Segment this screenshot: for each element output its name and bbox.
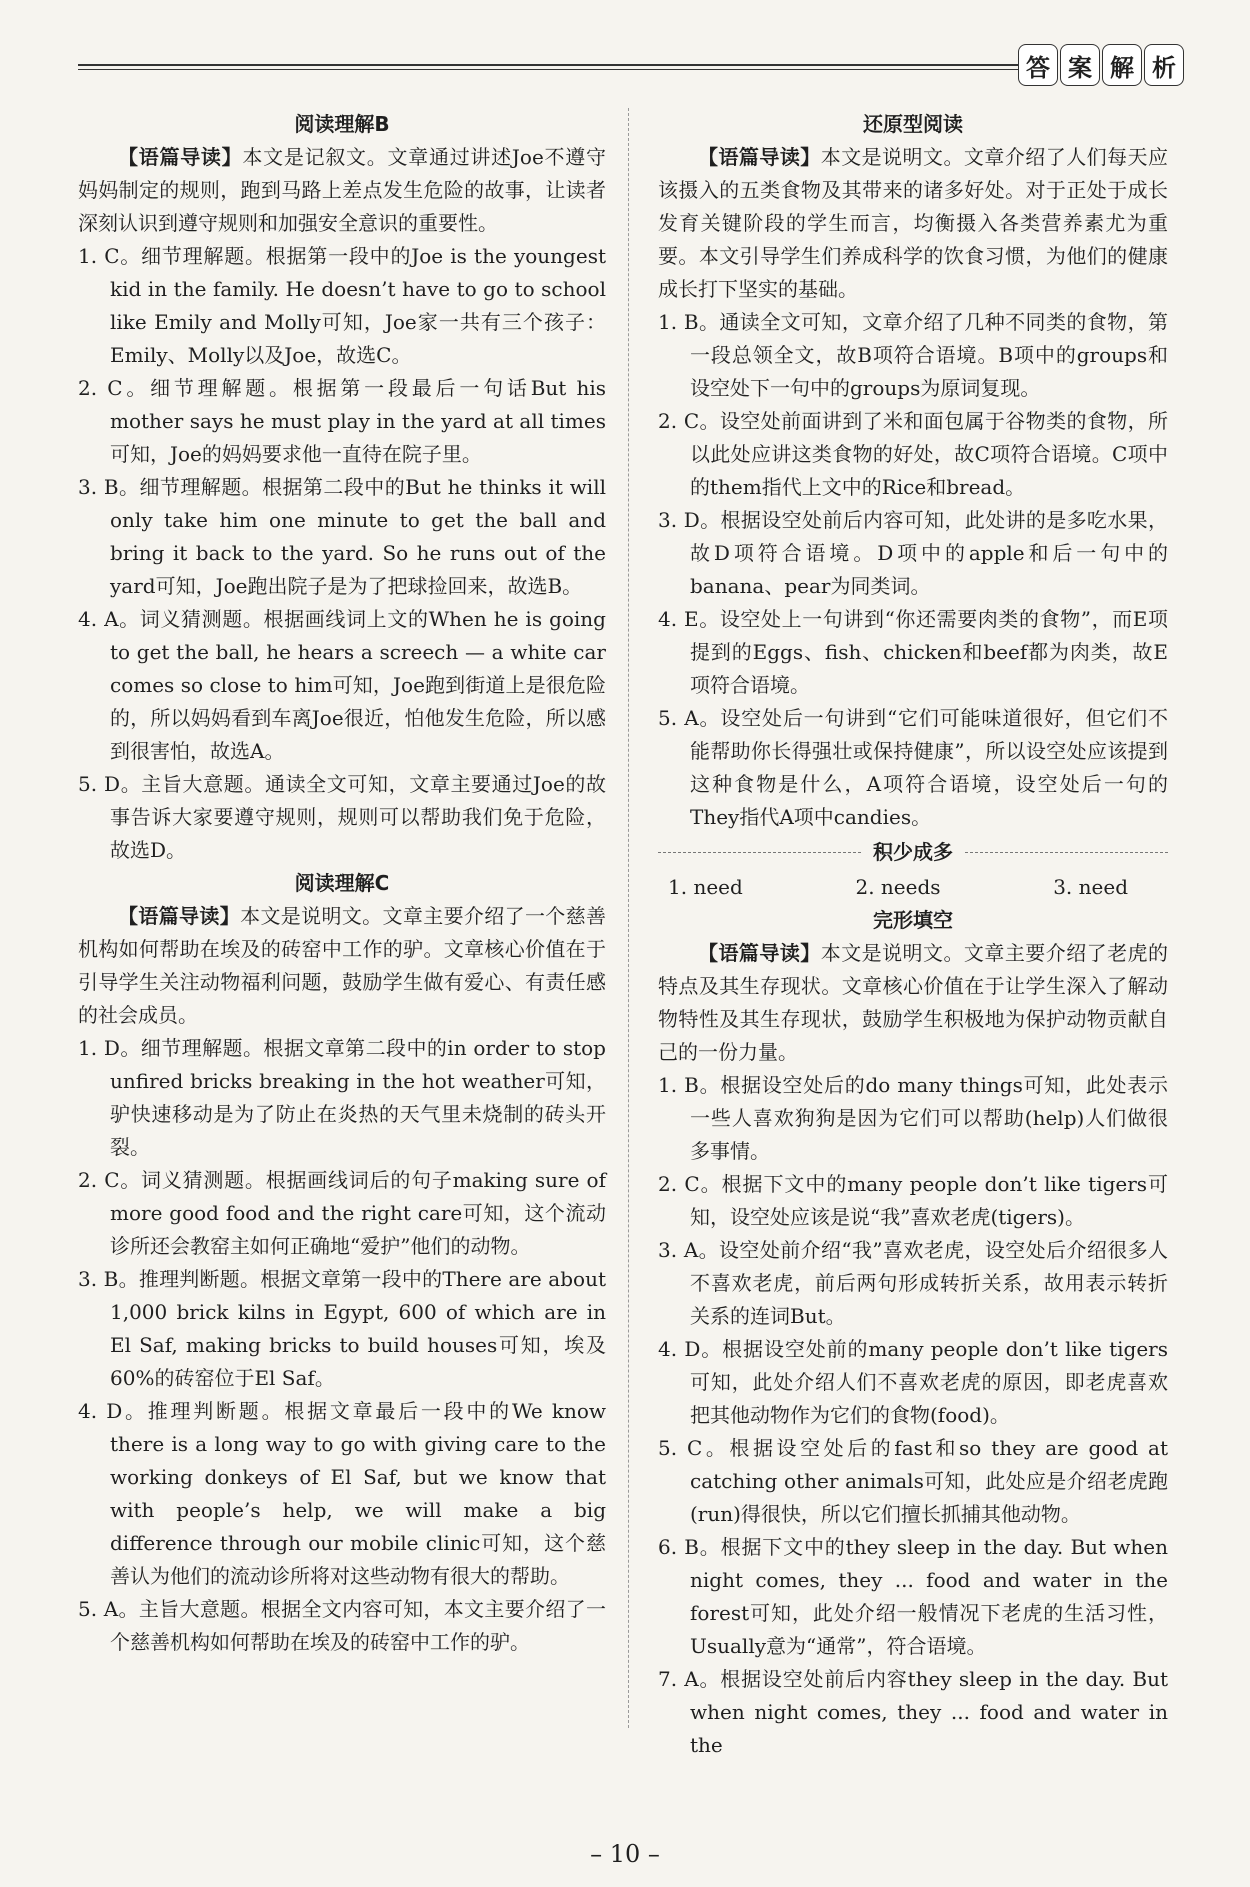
answer-item: 3. B。细节理解题。根据第二段中的But he thinks it will only take him one minute to get the ball and bring it back to the yard. So he runs out of the yard可知，Joe跑出院子是为了把球捡回来，故选B。 [78, 475, 606, 598]
right-column [658, 108, 1168, 1762]
answer-item: 4. D。推理判断题。根据文章最后一段中的We know there is a long way to go with giving care to the working donkeys of El Saf, but we know that with people’s help, we will make a big difference through our mobile clinic可知，这个慈善认为他们的流动诊所将对这些动物有很大的帮助。 [78, 1399, 606, 1588]
left-column [78, 108, 606, 1659]
answer-item: 4. D。根据设空处前的many people don’t like tigers可知，此处介绍人们不喜欢老虎的原因，即老虎喜欢把其他动物作为它们的食物(food)。 [658, 1337, 1168, 1427]
answer-item: 2. needs [855, 875, 941, 899]
answer-item: 7. A。根据设空处前后内容they sleep in the day. But when night comes, they ... food and water in the [658, 1667, 1168, 1757]
section-title: 阅读理解B [294, 112, 390, 136]
answer-item: 1. need [668, 875, 743, 899]
answer-item: 3. B。推理判断题。根据文章第一段中的There are about 1,000 brick kilns in Egypt, 600 of which are in El Saf, making bricks to build houses可知，埃及60%的砖窑位于El Saf。 [78, 1267, 606, 1390]
section-title: 阅读理解C [294, 871, 390, 895]
passage-guide [78, 141, 606, 240]
page-number: – 10 – [590, 1840, 660, 1868]
column-divider [628, 108, 629, 1728]
header-badge: 案 [1060, 44, 1100, 86]
answer-item: 4. A。词义猜测题。根据画线词上文的When he is going to get the ball, he hears a screech — a white car comes so close to him可知，Joe跑到街道上是很危险的，所以妈妈看到车离Joe很近，怕他发生危险，所以感到很害怕，故选A。 [78, 607, 606, 763]
guide-text: 本文是说明文。文章主要介绍了一个慈善机构如何帮助在埃及的砖窑中工作的驴。文章核心价值在于引导学生关注动物福利问题，鼓励学生做有爱心、有责任感的社会成员。 [78, 904, 607, 1027]
answer-item: 5. A。设空处后一句讲到“它们可能味道很好，但它们不能帮助你长得强壮或保持健康”，所以设空处应该提到这种食物是什么，A项符合语境，设空处后一句的They指代A项中candies。 [658, 706, 1168, 829]
answer-item: 2. C。词义猜测题。根据画线词后的句子making sure of more good food and the right care可知，这个流动诊所还会教窑主如何正确地“爱护”他们的动物。 [78, 1168, 606, 1258]
section-title: 完形填空 [873, 908, 953, 932]
answer-item: 2. C。设空处前面讲到了米和面包属于谷物类的食物，所以此处应讲这类食物的好处，故C项符合语境。C项中的them指代上文中的Rice和bread。 [658, 409, 1168, 499]
section-divider [658, 836, 1168, 869]
answer-item: 1. B。根据设空处后的do many things可知，此处表示一些人喜欢狗狗是因为它们可以帮助(help)人们做很多事情。 [658, 1073, 1168, 1163]
guide-label: 【语篇导读】 [118, 904, 241, 928]
answer-item: 3. A。设空处前介绍“我”喜欢老虎，设空处后介绍很多人不喜欢老虎，前后两句形成转折关系，故用表示转折关系的连词But。 [658, 1238, 1168, 1328]
answer-item: 4. E。设空处上一句讲到“你还需要肉类的食物”，而E项提到的Eggs、fish、chicken和beef都为肉类，故E项符合语境。 [658, 607, 1168, 697]
answer-item: 2. C。细节理解题。根据第一段最后一句话But his mother says he must play in the yard at all times可知，Joe的妈妈要求他一直待在院子里。 [78, 376, 606, 466]
header-badge: 答 [1018, 44, 1058, 86]
header-badge: 解 [1102, 44, 1142, 86]
header-badges [1018, 44, 1184, 86]
answer-item: 1. B。通读全文可知，文章介绍了几种不同类的食物，第一段总领全文，故B项符合语境。B项中的groups和设空处下一句中的groups为原词复现。 [658, 310, 1168, 400]
answer-item: 5. A。主旨大意题。根据全文内容可知，本文主要介绍了一个慈善机构如何帮助在埃及的砖窑中工作的驴。 [78, 1597, 606, 1654]
passage-guide [78, 900, 606, 1032]
section-title: 还原型阅读 [863, 112, 963, 136]
passage-guide [658, 937, 1168, 1069]
header-rule-thin [78, 69, 1018, 70]
guide-text: 本文是说明文。文章介绍了人们每天应该摄入的五类食物及其带来的诸多好处。对于正处于成长发育关键阶段的学生而言，均衡摄入各类营养素尤为重要。本文引导学生们养成科学的饮食习惯，为他们的健康成长打下坚实的基础。 [658, 145, 1169, 301]
answer-row [658, 871, 1168, 904]
dash-line [658, 852, 861, 853]
guide-label: 【语篇导读】 [698, 145, 821, 169]
answer-item: 3. need [1053, 875, 1128, 899]
answer-item: 2. C。根据下文中的many people don’t like tigers可知，设空处应该是说“我”喜欢老虎(tigers)。 [658, 1172, 1168, 1229]
passage-guide [658, 141, 1168, 306]
answer-item: 1. C。细节理解题。根据第一段中的Joe is the youngest kid in the family. He doesn’t have to go to school like Emily and Molly可知，Joe家一共有三个孩子：Emily、Molly以及Joe，故选C。 [78, 244, 606, 367]
answer-item: 1. D。细节理解题。根据文章第二段中的in order to stop unfired bricks breaking in the hot weather可知，驴快速移动是为了防止在炎热的天气里未烧制的砖头开裂。 [78, 1036, 606, 1159]
answer-item: 6. B。根据下文中的they sleep in the day. But when night comes, they ... food and water in the forest可知，此处介绍一般情况下老虎的生活习性，Usually意为“通常”，符合语境。 [658, 1535, 1168, 1658]
guide-text: 本文是记叙文。文章通过讲述Joe不遵守妈妈制定的规则，跑到马路上差点发生危险的故事，让读者深刻认识到遵守规则和加强安全意识的重要性。 [78, 145, 606, 235]
guide-label: 【语篇导读】 [698, 941, 821, 965]
header-rule [78, 64, 1018, 66]
guide-text: 本文是说明文。文章主要介绍了老虎的特点及其生存现状。文章核心价值在于让学生深入了解动物特性及其生存现状，鼓励学生积极地为保护动物贡献自己的一份力量。 [658, 941, 1169, 1064]
answer-item: 3. D。根据设空处前后内容可知，此处讲的是多吃水果，故D项符合语境。D项中的apple和后一句中的banana、pear为同类词。 [658, 508, 1168, 598]
dash-line [965, 852, 1168, 853]
section-title: 积少成多 [873, 840, 953, 864]
header-badge: 析 [1144, 44, 1184, 86]
answer-item: 5. C。根据设空处后的fast和so they are good at catching other animals可知，此处应是介绍老虎跑(run)得很快，所以它们擅长抓捕其他动物。 [658, 1436, 1168, 1526]
guide-label: 【语篇导读】 [118, 145, 243, 169]
answer-item: 5. D。主旨大意题。通读全文可知，文章主要通过Joe的故事告诉大家要遵守规则，规则可以帮助我们免于危险，故选D。 [78, 772, 606, 862]
